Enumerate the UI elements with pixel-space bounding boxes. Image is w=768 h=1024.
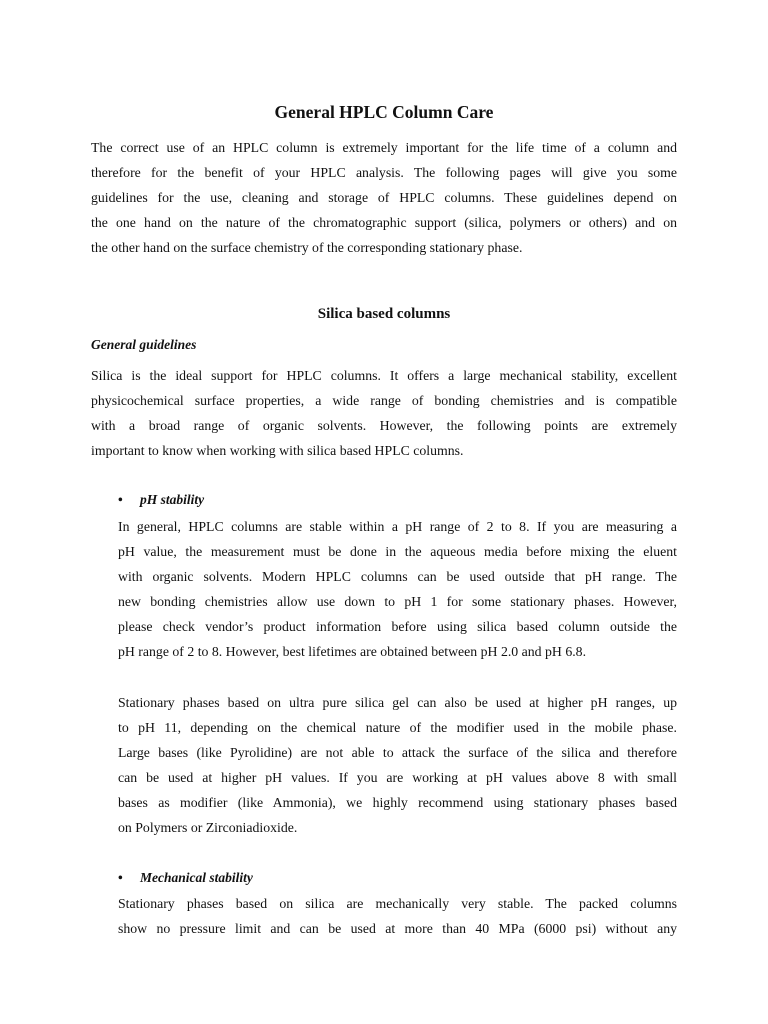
text-line: pH range of 2 to 8. However, best lifetimes are obtained between pH 2.0 and pH 6.8. [118, 644, 587, 659]
text-line: pH value, the measurement must be done in the aqueous media before mixing the eluent [118, 544, 677, 559]
sub-heading: General guidelines [91, 337, 197, 352]
bullet-mechanical-stability [118, 868, 253, 888]
text-line: important to know when working with silica based HPLC columns. [91, 443, 464, 458]
text-line: on Polymers or Zirconiadioxide. [118, 820, 298, 835]
text-line: the other hand on the surface chemistry of the corresponding stationary phase. [91, 240, 523, 255]
text-line: the one hand on the nature of the chromatographic support (silica, polymers or others) and on [91, 215, 677, 230]
text-line: therefore for the benefit of your HPLC analysis. The following pages will give you some [91, 165, 677, 180]
bullet-ph-stability [118, 490, 204, 510]
page-title: General HPLC Column Care [274, 102, 494, 122]
ph-paragraph-2 [118, 690, 677, 840]
text-line: Stationary phases based on silica are mechanically very stable. The packed columns [118, 896, 677, 911]
bullet-marker: • [118, 870, 123, 885]
text-line: physicochemical surface properties, a wide range of bonding chemistries and is compatible [91, 393, 677, 408]
text-line: with organic solvents. Modern HPLC columns can be used outside that pH range. The [118, 569, 677, 584]
text-line: guidelines for the use, cleaning and storage of HPLC columns. These guidelines depend on [91, 190, 677, 205]
intro-paragraph [91, 135, 677, 260]
text-line: please check vendor’s product information before using silica based column outside the [118, 619, 677, 634]
text-line: can be used at higher pH values. If you are working at pH values above 8 with small [118, 770, 677, 785]
text-line: show no pressure limit and can be used at more than 40 MPa (6000 psi) without any [118, 921, 677, 936]
bullet-label: pH stability [140, 492, 205, 507]
general-paragraph [91, 363, 677, 463]
ph-paragraph-1 [118, 514, 677, 664]
text-line: new bonding chemistries allow use down to pH 1 for some stationary phases. However, [118, 594, 677, 609]
mechanical-paragraph-1 [118, 891, 677, 941]
text-line: with a broad range of organic solvents. However, the following points are extremely [91, 418, 677, 433]
text-line: In general, HPLC columns are stable within a pH range of 2 to 8. If you are measuring a [118, 519, 677, 534]
text-line: Stationary phases based on ultra pure silica gel can also be used at higher pH ranges, up [118, 695, 677, 710]
bullet-label: Mechanical stability [140, 870, 253, 885]
text-line: Large bases (like Pyrolidine) are not able to attack the surface of the silica and therefore [118, 745, 677, 760]
text-line: The correct use of an HPLC column is extremely important for the life time of a column and [91, 140, 677, 155]
section-title: Silica based columns [317, 306, 451, 322]
text-line: Silica is the ideal support for HPLC columns. It offers a large mechanical stability, excellent [91, 368, 677, 383]
text-line: to pH 11, depending on the chemical nature of the modifier used in the mobile phase. [118, 720, 677, 735]
text-line: bases as modifier (like Ammonia), we highly recommend using stationary phases based [118, 795, 677, 810]
bullet-marker: • [118, 492, 123, 507]
